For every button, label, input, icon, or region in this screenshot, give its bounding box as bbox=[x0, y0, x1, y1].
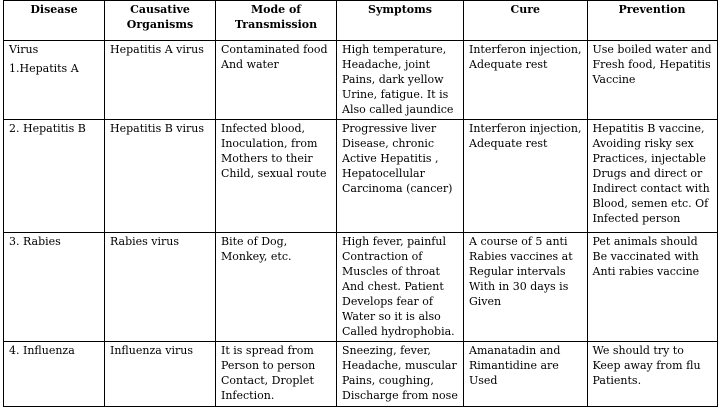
symptoms-text-line: High temperature, bbox=[342, 43, 447, 56]
cell-prevention bbox=[587, 342, 717, 407]
symptoms-text-line: Contraction of bbox=[342, 250, 423, 263]
cure-text-line: Used bbox=[469, 374, 498, 387]
symptoms-text-line: And chest. Patient bbox=[342, 280, 444, 293]
disease-text-line: 1.Hepatits A bbox=[9, 62, 79, 75]
cell-disease bbox=[4, 41, 105, 120]
transmission-text-line: Bite of Dog, bbox=[221, 235, 288, 248]
cure-text-line: Interferon injection, bbox=[469, 43, 582, 56]
cell-disease bbox=[4, 120, 105, 233]
transmission-text-line: Infection. bbox=[221, 389, 275, 402]
symptoms-text-line: Also called jaundice bbox=[342, 103, 454, 116]
prevention-text-line: Fresh food, Hepatitis bbox=[592, 58, 711, 71]
prevention-text-line: Avoiding risky sex bbox=[592, 137, 694, 150]
prevention-text-line: Vaccine bbox=[592, 73, 636, 86]
cure-text-line: Rimantidine are bbox=[469, 359, 559, 372]
disease-text-line: 2. Hepatitis B bbox=[9, 122, 86, 135]
prevention-text-line: Blood, semen etc. Of bbox=[592, 197, 709, 210]
disease-table bbox=[3, 0, 718, 407]
cure-text-line: With in 30 days is bbox=[469, 280, 569, 293]
table-row bbox=[4, 120, 718, 233]
cell-cure bbox=[464, 342, 588, 407]
symptoms-text-line: Called hydrophobia. bbox=[342, 325, 455, 338]
header-cure: Cure bbox=[464, 1, 588, 41]
symptoms-text-line: Muscles of throat bbox=[342, 265, 440, 278]
symptoms-text-line: Disease, chronic bbox=[342, 137, 435, 150]
cell-cure bbox=[464, 233, 588, 342]
disease-text-line: Virus bbox=[9, 43, 39, 56]
transmission-text-line: Contaminated food bbox=[221, 43, 328, 56]
transmission-text-line: And water bbox=[221, 58, 279, 71]
cell-transmission bbox=[216, 120, 337, 233]
prevention-text-line: Keep away from flu bbox=[592, 359, 701, 372]
table-row bbox=[4, 233, 718, 342]
organism-text-line: Rabies virus bbox=[110, 235, 180, 248]
prevention-text-line: Be vaccinated with bbox=[592, 250, 699, 263]
prevention-text-line: Hepatitis B vaccine, bbox=[592, 122, 705, 135]
organism-text-line: Influenza virus bbox=[110, 344, 194, 357]
prevention-text-line: We should try to bbox=[592, 344, 684, 357]
cure-text-line: Interferon injection, bbox=[469, 122, 582, 135]
symptoms-text-line: Develops fear of bbox=[342, 295, 433, 308]
cell-prevention bbox=[587, 41, 717, 120]
header-row bbox=[4, 1, 718, 41]
header-transmission-text: Mode of Transmission bbox=[234, 3, 318, 31]
header-symptoms: Symptoms bbox=[337, 1, 464, 41]
cure-text-line: Adequate rest bbox=[469, 137, 548, 150]
table-row bbox=[4, 41, 718, 120]
transmission-text-line: Monkey, etc. bbox=[221, 250, 292, 263]
symptoms-text-line: Water so it is also bbox=[342, 310, 441, 323]
cell-cure bbox=[464, 120, 588, 233]
transmission-text-line: Infected blood, bbox=[221, 122, 305, 135]
cell-organism bbox=[105, 342, 216, 407]
header-mode-of-transmission bbox=[216, 1, 337, 41]
symptoms-text-line: Urine, fatigue. It is bbox=[342, 88, 449, 101]
symptoms-text-line: Carcinoma (cancer) bbox=[342, 182, 453, 195]
cure-text-line: Regular intervals bbox=[469, 265, 566, 278]
symptoms-text-line: Active Hepatitis , bbox=[342, 152, 439, 165]
symptoms-text-line: Pains, dark yellow bbox=[342, 73, 444, 86]
cell-disease bbox=[4, 342, 105, 407]
symptoms-text-line: Sneezing, fever, bbox=[342, 344, 431, 357]
transmission-text-line: Inoculation, from bbox=[221, 137, 318, 150]
transmission-text-line: Child, sexual route bbox=[221, 167, 327, 180]
prevention-text-line: Drugs and direct or bbox=[592, 167, 703, 180]
transmission-text-line: It is spread from bbox=[221, 344, 314, 357]
header-prevention: Prevention bbox=[587, 1, 717, 41]
cell-transmission bbox=[216, 233, 337, 342]
cell-symptoms bbox=[337, 41, 464, 120]
cell-cure bbox=[464, 41, 588, 120]
prevention-text-line: Practices, injectable bbox=[592, 152, 706, 165]
transmission-text-line: Mothers to their bbox=[221, 152, 313, 165]
header-disease: Disease bbox=[4, 1, 105, 41]
transmission-text-line: Person to person bbox=[221, 359, 316, 372]
organism-text-line: Hepatitis A virus bbox=[110, 43, 204, 56]
prevention-text-line: Infected person bbox=[592, 212, 681, 225]
cell-prevention bbox=[587, 120, 717, 233]
cell-transmission bbox=[216, 41, 337, 120]
symptoms-text-line: Progressive liver bbox=[342, 122, 437, 135]
cell-organism bbox=[105, 233, 216, 342]
symptoms-text-line: Discharge from nose bbox=[342, 389, 458, 402]
prevention-text-line: Patients. bbox=[592, 374, 642, 387]
cell-disease bbox=[4, 233, 105, 342]
cell-organism bbox=[105, 120, 216, 233]
transmission-text-line: Contact, Droplet bbox=[221, 374, 314, 387]
table-row bbox=[4, 342, 718, 407]
cell-symptoms bbox=[337, 233, 464, 342]
prevention-text-line: Indirect contact with bbox=[592, 182, 710, 195]
prevention-text-line: Use boiled water and bbox=[592, 43, 712, 56]
organism-text-line: Hepatitis B virus bbox=[110, 122, 205, 135]
header-causative-text: Causative Organisms bbox=[126, 3, 194, 31]
cell-transmission bbox=[216, 342, 337, 407]
disease-text-line: 3. Rabies bbox=[9, 235, 61, 248]
cure-text-line: Adequate rest bbox=[469, 58, 548, 71]
symptoms-text-line: Headache, muscular bbox=[342, 359, 457, 372]
symptoms-text-line: High fever, painful bbox=[342, 235, 446, 248]
cell-symptoms bbox=[337, 120, 464, 233]
symptoms-text-line: Pains, coughing, bbox=[342, 374, 434, 387]
prevention-text-line: Pet animals should bbox=[592, 235, 698, 248]
header-causative-organisms bbox=[105, 1, 216, 41]
cure-text-line: Given bbox=[469, 295, 502, 308]
symptoms-text-line: Headache, joint bbox=[342, 58, 431, 71]
cell-symptoms bbox=[337, 342, 464, 407]
cell-prevention bbox=[587, 233, 717, 342]
cure-text-line: Amanatadin and bbox=[469, 344, 561, 357]
prevention-text-line: Anti rabies vaccine bbox=[592, 265, 700, 278]
cure-text-line: Rabies vaccines at bbox=[469, 250, 573, 263]
cure-text-line: A course of 5 anti bbox=[469, 235, 568, 248]
disease-text-line: 4. Influenza bbox=[9, 344, 75, 357]
symptoms-text-line: Hepatocellular bbox=[342, 167, 425, 180]
cell-organism bbox=[105, 41, 216, 120]
